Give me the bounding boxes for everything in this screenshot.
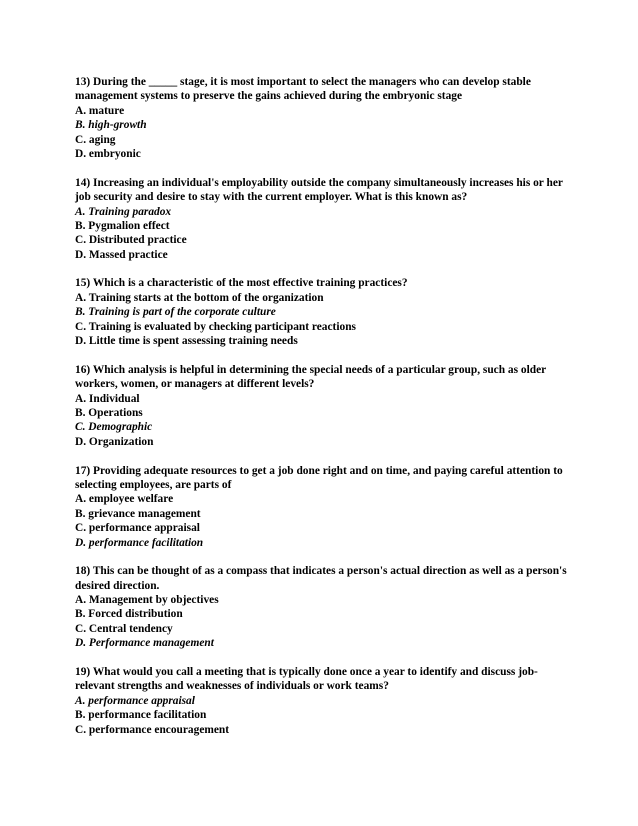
answer-option: C. Distributed practice	[75, 234, 187, 247]
answer-option: B. Operations	[75, 407, 143, 420]
answer-option: C. Central tendency	[75, 622, 173, 635]
question-17	[75, 464, 575, 550]
answer-option: D. Performance management	[75, 637, 214, 650]
answer-option: C. Demographic	[75, 421, 153, 434]
question-stem: 14) Increasing an individual's employability outside the company simultaneously increases his or her job security and desire to stay with the current employer. What is this known as?	[75, 176, 563, 204]
question-18	[75, 564, 575, 650]
answer-option: C. performance encouragement	[75, 723, 230, 736]
answer-option: B. Training is part of the corporate culture	[75, 306, 276, 319]
answer-option: B. high-growth	[75, 119, 147, 132]
question-stem: 15) Which is a characteristic of the most effective training practices?	[75, 277, 408, 290]
question-16	[75, 363, 575, 449]
question-stem: 18) This can be thought of as a compass that indicates a person's actual direction as well as a person's desired direction.	[75, 565, 567, 592]
answer-option: C. performance appraisal	[75, 522, 200, 535]
answer-option: A. Training starts at the bottom of the organization	[75, 291, 324, 304]
answer-option: A. Individual	[75, 392, 140, 405]
question-stem: 13) During the _____ stage, it is most important to select the managers who can develop stable management systems to preserve the gains achieved during the embryonic stage	[75, 76, 531, 103]
answer-option: D. embryonic	[75, 148, 141, 161]
answer-option: D. Massed practice	[75, 248, 168, 261]
question-stem: 19) What would you call a meeting that is typically done once a year to identify and discuss job-relevant strengths and weaknesses of individuals or work teams?	[75, 666, 538, 693]
answer-option: A. employee welfare	[75, 493, 174, 506]
answer-option: A. mature	[75, 104, 125, 117]
question-stem: 16) Which analysis is helpful in determining the special needs of a particular group, such as older workers, women, or managers at different levels?	[75, 363, 546, 391]
question-15	[75, 276, 575, 348]
answer-option: B. Forced distribution	[75, 608, 183, 621]
answer-option: D. Little time is spent assessing training needs	[75, 335, 298, 348]
question-stem: 17) Providing adequate resources to get a job done right and on time, and paying careful attention to selecting employees, are parts of	[75, 464, 563, 491]
answer-option: D. performance facilitation	[75, 536, 204, 549]
answer-option: C. aging	[75, 133, 116, 146]
document-page	[75, 75, 575, 751]
question-13	[75, 75, 575, 161]
answer-option: C. Training is evaluated by checking participant reactions	[75, 320, 356, 333]
answer-option: B. performance facilitation	[75, 709, 207, 722]
question-14	[75, 176, 575, 262]
answer-option: A. performance appraisal	[75, 694, 195, 707]
answer-option: A. Management by objectives	[75, 594, 219, 607]
answer-option: B. Pygmalion effect	[75, 219, 170, 232]
answer-option: A. Training paradox	[75, 205, 172, 218]
question-19	[75, 665, 575, 737]
answer-option: D. Organization	[75, 435, 154, 448]
answer-option: B. grievance management	[75, 507, 201, 520]
